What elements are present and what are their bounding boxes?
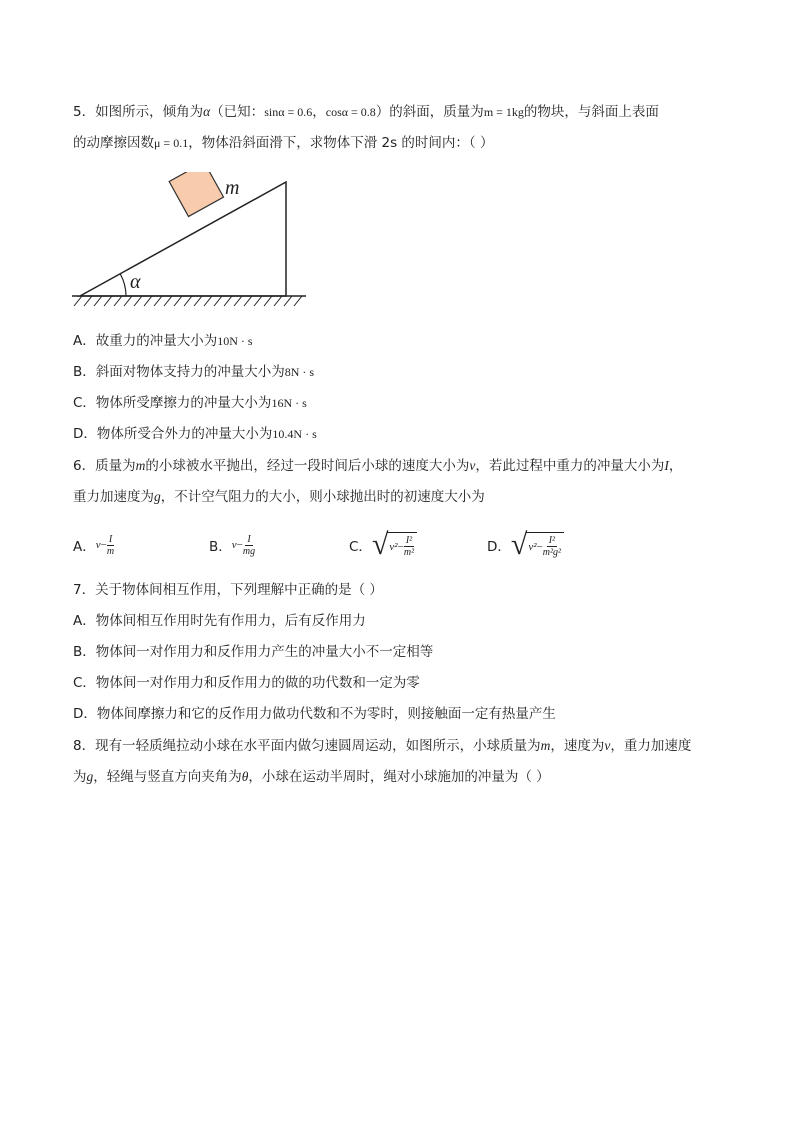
sqrt-expression: √ v² − $\frac{\text{I²}}{\text{m²}}$ bbox=[372, 530, 417, 560]
q5-option-b[interactable]: B．斜面对物体支持力的冲量大小为8N · s bbox=[73, 364, 315, 380]
label-alpha: α bbox=[130, 271, 141, 293]
alpha-symbol: α bbox=[203, 104, 211, 119]
q6-stem-line1: 6．质量为m的小球被水平抛出，经过一段时间后小球的速度大小为v，若此过程中重力的冲量大小为I， bbox=[73, 458, 683, 474]
q5-option-d[interactable]: D．物体所受合外力的冲量大小为10.4N · s bbox=[73, 426, 317, 442]
q7-option-c[interactable]: C．物体间一对作用力和反作用力的做的功代数和一定为零 bbox=[73, 675, 420, 691]
q6-option-c[interactable]: C． √ v² − $\frac{\text{I²}}{\text{m²}}$ bbox=[349, 524, 417, 566]
q6-option-b[interactable]: B． v − $\frac{I}{mg}$ bbox=[209, 533, 256, 557]
q6-options bbox=[73, 524, 713, 566]
fraction: $\frac{\text{I²}}{\text{m²g²}}$ bbox=[542, 535, 561, 558]
q7-option-d[interactable]: D．物体间摩擦力和它的反作用力做功代数和不为零时，则接触面一定有热量产生 bbox=[73, 706, 556, 722]
q5-stem-line2: 的动摩擦因数μ = 0.1，物体沿斜面滑下，求物体下滑 2s 的时间内：（ ） bbox=[73, 135, 494, 151]
q7-stem: 7．关于物体间相互作用，下列理解中正确的是（ ） bbox=[73, 582, 383, 598]
q7-option-b[interactable]: B．物体间一对作用力和反作用力产生的冲量大小不一定相等 bbox=[73, 644, 434, 660]
q8-stem-line1: 8．现有一轻质绳拉动小球在水平面内做匀速圆周运动，如图所示，小球质量为m，速度为v，重力加速度 bbox=[73, 738, 692, 754]
fraction: $\frac{I}{m}$ bbox=[106, 533, 115, 557]
radical-sign: √ bbox=[510, 528, 528, 561]
radical-sign: √ bbox=[371, 528, 389, 561]
incline-figure bbox=[70, 172, 310, 312]
angle-arc bbox=[120, 274, 126, 296]
q6-option-a[interactable]: A． v − $\frac{I}{m}$ bbox=[73, 533, 115, 557]
fraction: $\frac{I}{mg}$ bbox=[242, 533, 256, 557]
block-m bbox=[169, 172, 223, 217]
sqrt-expression: √ v² − $\frac{\text{I²}}{\text{m²g²}}$ bbox=[511, 530, 564, 560]
q8-stem-line2: 为g，轻绳与竖直方向夹角为θ，小球在运动半周时，绳对小球施加的冲量为（ ） bbox=[73, 769, 550, 785]
label-m: m bbox=[225, 177, 240, 199]
q5-option-a[interactable]: A．故重力的冲量大小为10N · s bbox=[73, 333, 253, 349]
fraction: $\frac{\text{I²}}{\text{m²}}$ bbox=[403, 535, 415, 558]
q6-option-d[interactable]: D． √ v² − $\frac{\text{I²}}{\text{m²g²}}$ bbox=[487, 524, 564, 566]
q5-option-c[interactable]: C．物体所受摩擦力的冲量大小为16N · s bbox=[73, 395, 307, 411]
q5-stem-line1: 5．如图所示，倾角为α（已知：sinα = 0.6，cosα = 0.8）的斜面，质量为m = 1kg的物块，与斜面上表面 bbox=[73, 104, 659, 120]
q7-option-a[interactable]: A．物体间相互作用时先有作用力，后有反作用力 bbox=[73, 613, 366, 629]
q6-stem-line2: 重力加速度为g，不计空气阻力的大小，则小球抛出时的初速度大小为 bbox=[73, 489, 485, 505]
ground-hatching bbox=[74, 296, 302, 306]
